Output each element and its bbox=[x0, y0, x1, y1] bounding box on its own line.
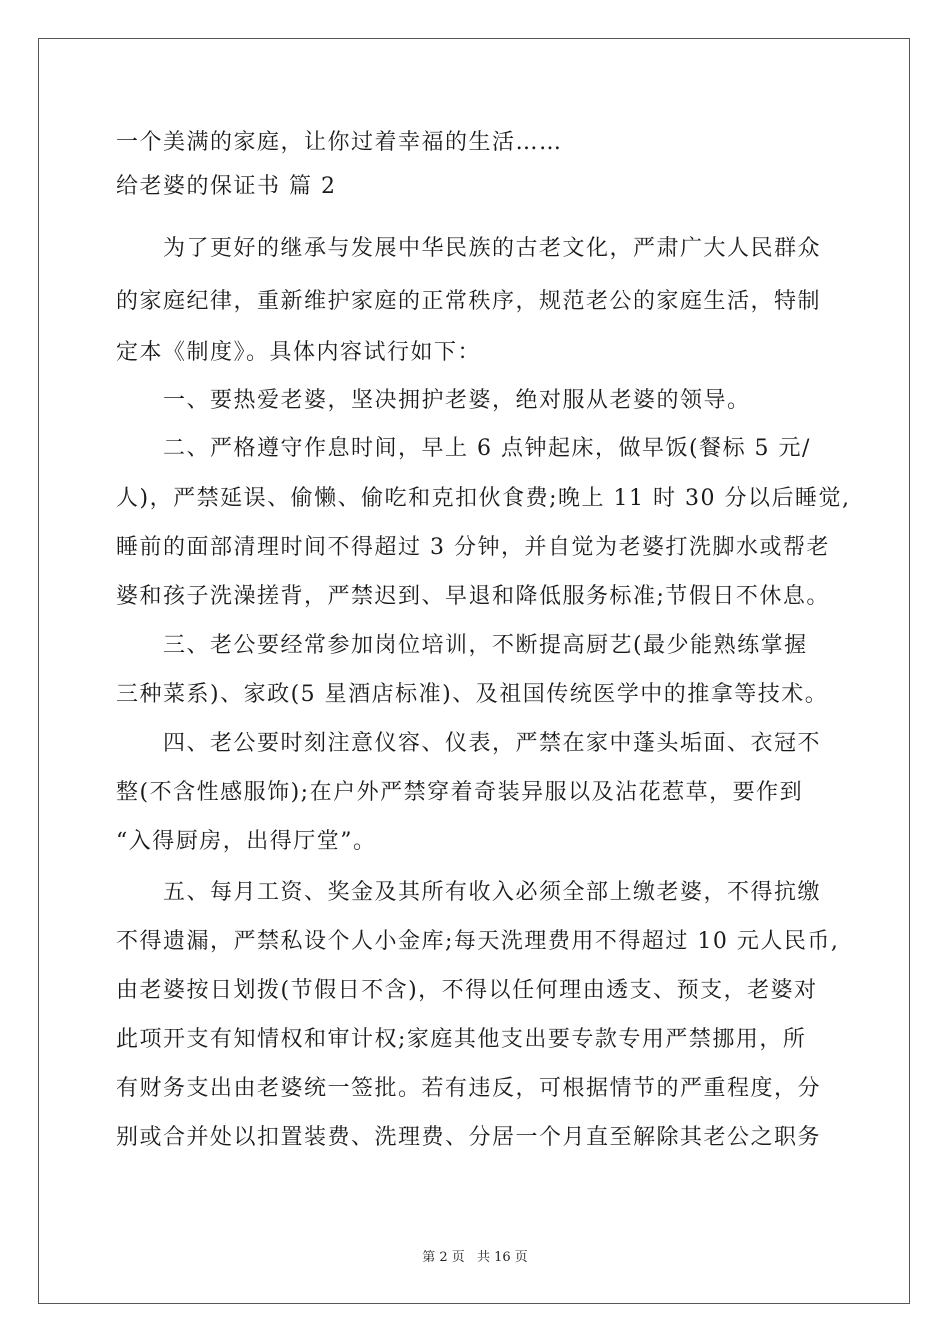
text-line: 一、要热爱老婆，坚决拥护老婆，绝对服从老婆的领导。 bbox=[116, 388, 751, 413]
text-line: 有财务支出由老婆统一签批。若有违反，可根据情节的严重程度，分 bbox=[116, 1076, 822, 1101]
text-line: 人)，严禁延误、偷懒、偷吃和克扣伙食费;晚上 11 时 30 分以后睡觉, bbox=[116, 486, 851, 511]
text-line: 别或合并处以扣置装费、洗理费、分居一个月直至解除其老公之职务 bbox=[116, 1125, 822, 1150]
text-line: 四、老公要时刻注意仪容、仪表，严禁在家中蓬头垢面、衣冠不 bbox=[116, 731, 822, 756]
text-line: 整(不含性感服饰);在户外严禁穿着奇装异服以及沾花惹草，要作到 bbox=[116, 780, 804, 805]
text-line: 一个美满的家庭，让你过着幸福的生活…… bbox=[116, 130, 563, 155]
text-line: “入得厨房，出得厅堂”。 bbox=[116, 829, 377, 854]
text-line: 婆和孩子洗澡搓背，严禁迟到、早退和降低服务标准;节假日不休息。 bbox=[116, 584, 830, 609]
page-number: 第 2 页 bbox=[422, 1250, 465, 1265]
text-line: 由老婆按日划拨(节假日不含)，不得以任何理由透支、预支，老婆对 bbox=[116, 978, 818, 1003]
text-line: 五、每月工资、奖金及其所有收入必须全部上缴老婆，不得抗缴 bbox=[116, 880, 822, 905]
text-line: 的家庭纪律，重新维护家庭的正常秩序，规范老公的家庭生活，特制 bbox=[116, 289, 822, 314]
section-heading: 给老婆的保证书 篇 2 bbox=[116, 174, 337, 199]
text-line: 为了更好的继承与发展中华民族的古老文化，严肃广大人民群众 bbox=[116, 236, 822, 261]
text-line: 睡前的面部清理时间不得超过 3 分钟，并自觉为老婆打洗脚水或帮老 bbox=[116, 535, 830, 560]
text-line: 不得遗漏，严禁私设个人小金库;每天洗理费用不得超过 10 元人民币, bbox=[116, 929, 840, 954]
text-line: 三种菜系)、家政(5 星酒店标准)、及祖国传统医学中的推拿等技术。 bbox=[116, 682, 829, 707]
page-border bbox=[38, 38, 910, 1304]
page-footer bbox=[0, 1246, 950, 1265]
text-line: 定本《制度》。具体内容试行如下： bbox=[116, 340, 482, 365]
page-total: 共 16 页 bbox=[476, 1250, 528, 1265]
text-line: 三、老公要经常参加岗位培训，不断提高厨艺(最少能熟练掌握 bbox=[116, 633, 808, 658]
text-line: 此项开支有知情权和审计权;家庭其他支出要专款专用严禁挪用，所 bbox=[116, 1027, 807, 1052]
text-line: 二、严格遵守作息时间，早上 6 点钟起床，做早饭(餐标 5 元/ bbox=[116, 436, 811, 461]
